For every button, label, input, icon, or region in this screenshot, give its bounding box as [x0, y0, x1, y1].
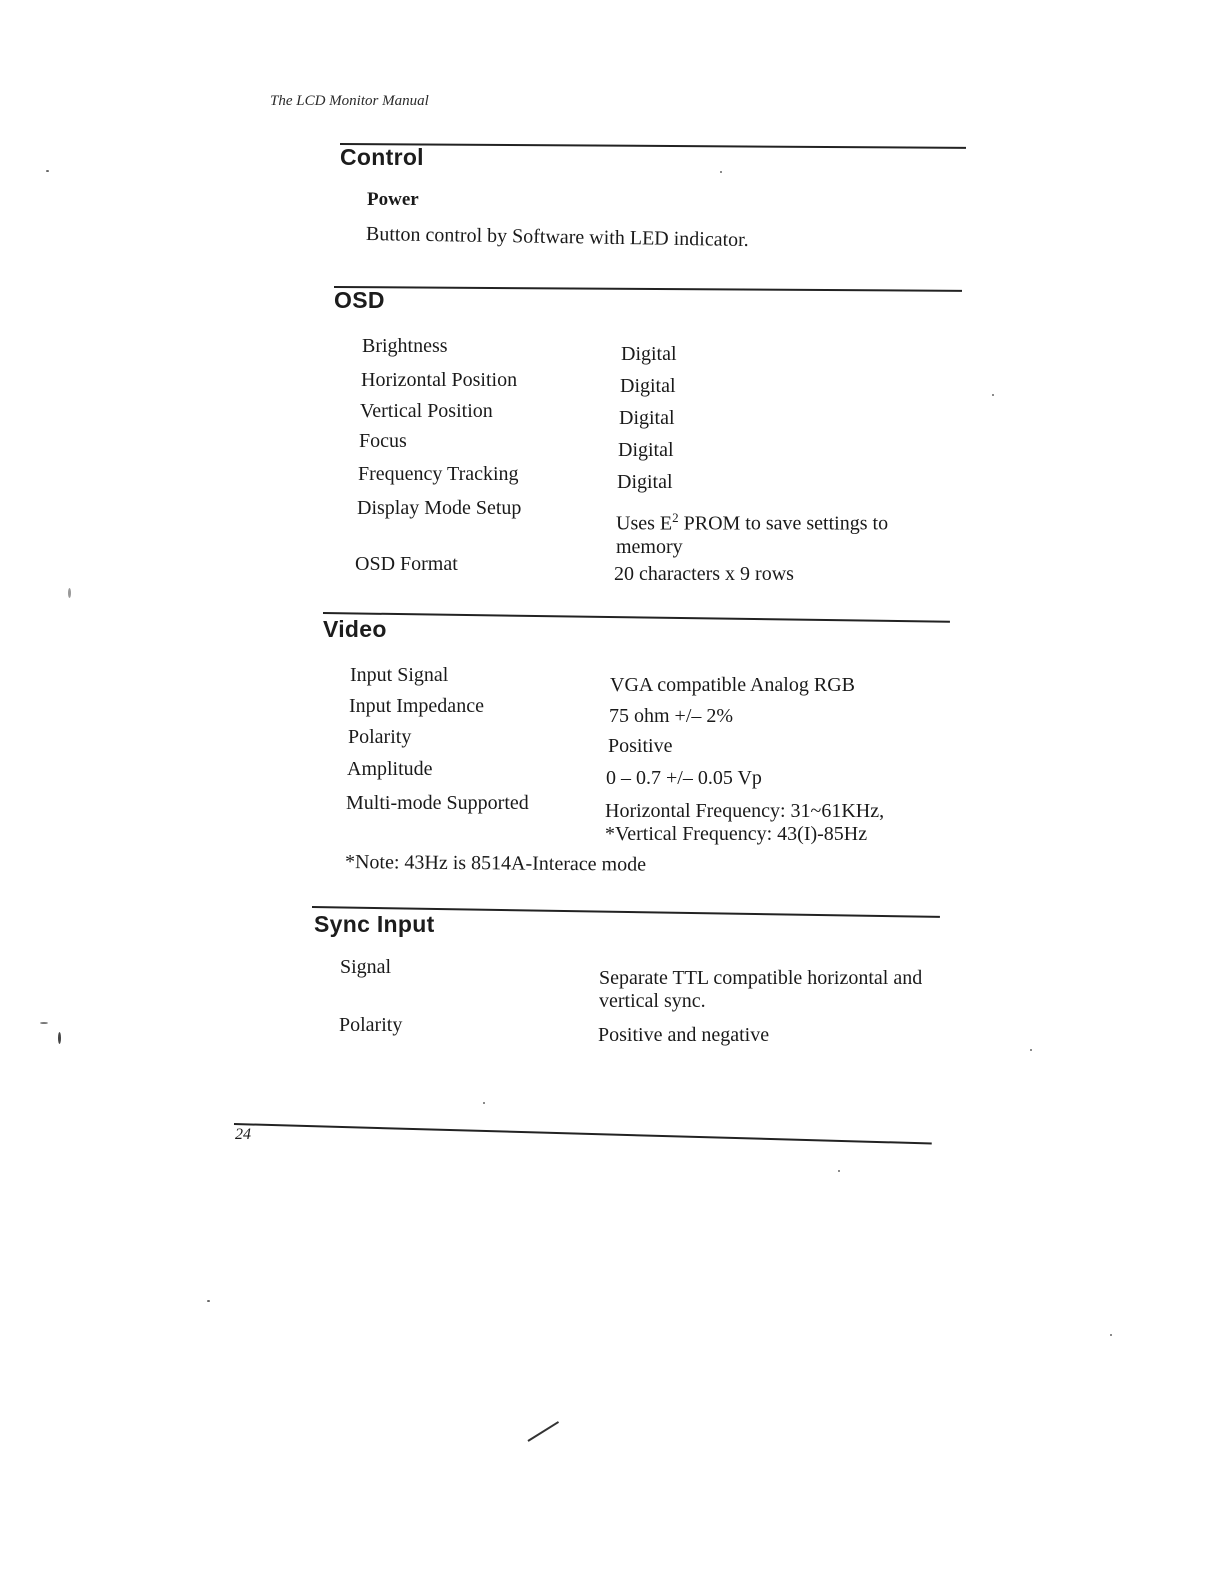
- osd-label-horizontal-position: Horizontal Position: [361, 369, 518, 391]
- sync-input-heading: Sync Input: [314, 911, 435, 937]
- scan-speck: [68, 588, 71, 598]
- video-label-input-impedance: Input Impedance: [349, 695, 484, 717]
- video-note: *Note: 43Hz is 8514A-Interace mode: [344, 851, 647, 876]
- scan-speck: [992, 394, 994, 396]
- running-head: The LCD Monitor Manual: [270, 93, 429, 109]
- video-value-input-impedance: 75 ohm +/– 2%: [609, 705, 734, 727]
- osd-label-frequency-tracking: Frequency Tracking: [358, 463, 519, 485]
- scan-speck: [46, 170, 49, 172]
- value-part: Uses E: [616, 512, 673, 535]
- video-label-multi-mode: Multi-mode Supported: [346, 792, 529, 814]
- video-label-amplitude: Amplitude: [347, 758, 433, 780]
- video-value-multi-mode: Horizontal Frequency: 31~61KHz, *Vertical Frequency: 43(I)-85Hz: [605, 800, 885, 845]
- page-number: 24: [235, 1126, 251, 1143]
- pen-mark: [527, 1421, 559, 1442]
- video-value-amplitude: 0 – 0.7 +/– 0.05 Vp: [606, 767, 762, 789]
- scan-speck: [58, 1032, 61, 1044]
- control-heading: Control: [340, 144, 424, 170]
- scan-speck: [838, 1170, 840, 1172]
- osd-heading: OSD: [334, 287, 385, 313]
- osd-value-frequency-tracking: Digital: [617, 471, 673, 493]
- sync-label-polarity: Polarity: [339, 1014, 403, 1036]
- power-description: Button control by Software with LED indicator.: [365, 223, 749, 252]
- scan-speck: [1030, 1049, 1032, 1051]
- superscript-two: 2: [672, 510, 679, 525]
- osd-value-osd-format: 20 characters x 9 rows: [614, 563, 794, 585]
- scan-speck: [207, 1300, 210, 1302]
- sync-value-polarity: Positive and negative: [598, 1024, 770, 1046]
- osd-label-display-mode-setup: Display Mode Setup: [357, 497, 522, 519]
- scan-speck: [720, 171, 722, 173]
- osd-value-brightness: Digital: [621, 343, 677, 365]
- video-value-polarity: Positive: [608, 735, 673, 757]
- scan-speck: [1110, 1334, 1112, 1336]
- video-label-input-signal: Input Signal: [350, 664, 449, 686]
- sync-label-signal: Signal: [340, 956, 392, 978]
- video-rule: [323, 612, 950, 623]
- osd-value-focus: Digital: [618, 439, 674, 461]
- osd-value-display-mode-setup: [616, 506, 936, 559]
- scan-speck: [483, 1102, 485, 1104]
- osd-label-focus: Focus: [359, 430, 407, 452]
- video-heading: Video: [323, 616, 387, 642]
- osd-rule: [334, 286, 962, 292]
- osd-value-horizontal-position: Digital: [620, 375, 676, 397]
- footer-rule: [234, 1123, 932, 1144]
- control-rule: [340, 143, 966, 149]
- osd-label-brightness: Brightness: [362, 335, 448, 357]
- video-value-input-signal: VGA compatible Analog RGB: [610, 674, 855, 696]
- power-subheading: Power: [367, 189, 419, 210]
- value-part: PROM to save settings to memory: [616, 512, 889, 558]
- osd-label-osd-format: OSD Format: [355, 553, 458, 575]
- sync-value-signal: Separate TTL compatible horizontal and vertical sync.: [599, 967, 923, 1012]
- osd-value-vertical-position: Digital: [619, 407, 675, 429]
- scan-speck: [40, 1022, 48, 1024]
- video-label-polarity: Polarity: [348, 726, 412, 748]
- osd-label-vertical-position: Vertical Position: [360, 400, 493, 422]
